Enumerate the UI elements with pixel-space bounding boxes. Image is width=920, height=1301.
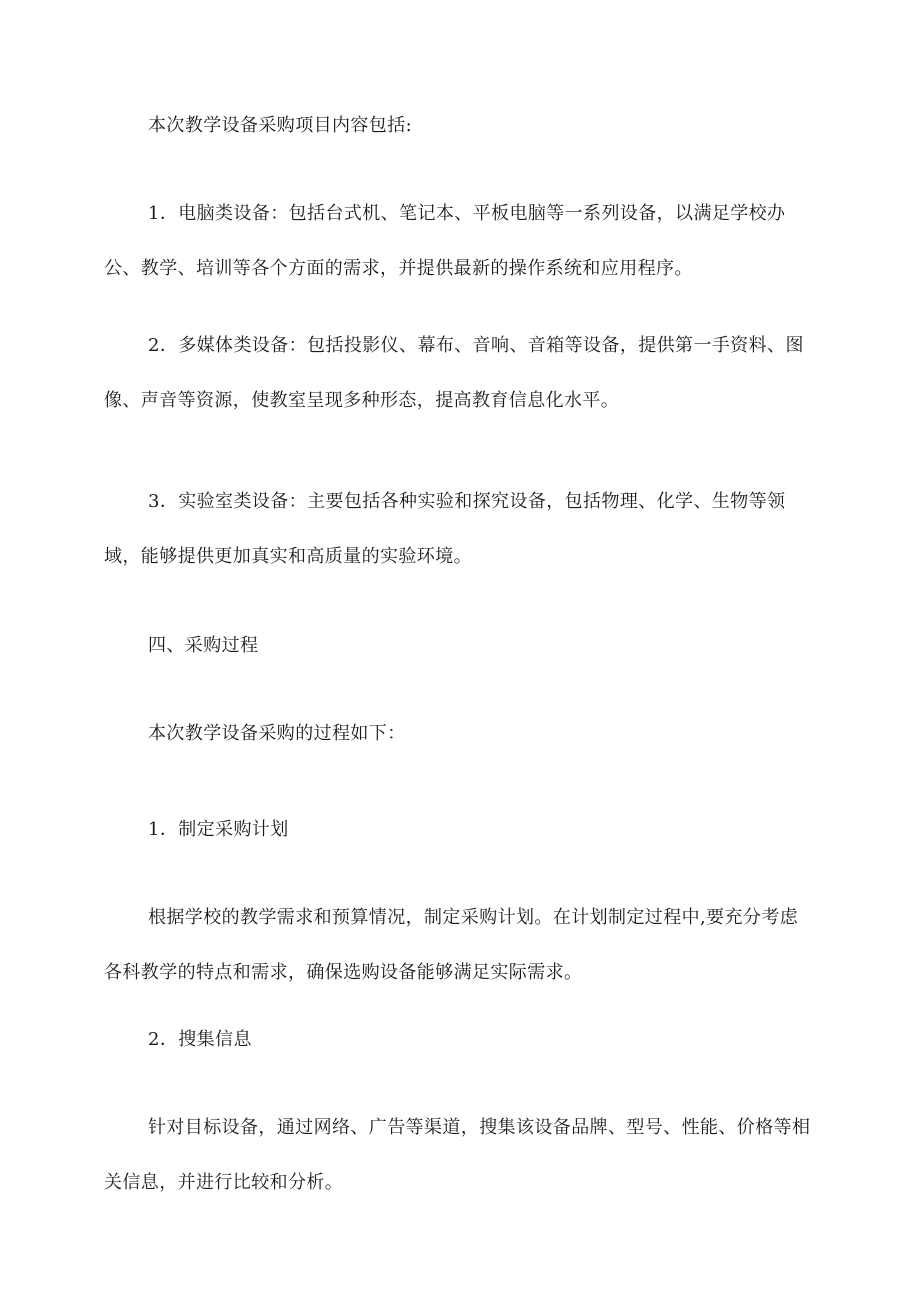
intro-line: 本次教学设备采购项目内容包括: bbox=[148, 115, 413, 136]
paragraph-collect-info: 针对目标设备，通过网络、广告等渠道，搜集该设备品牌、型号、性能、价格等相关信息，并进行比较和分析。 bbox=[104, 1117, 811, 1193]
paragraph-multimedia-equipment: 2．多媒体类设备：包括投影仪、幕布、音响、音箱等设备，提供第一手资料、图像、声音等资源，使教室呈现多种形态，提高教育信息化水平。 bbox=[104, 335, 804, 411]
section-heading-procurement-process: 四、采购过程 bbox=[148, 635, 259, 656]
paragraph-lab-equipment: 3．实验室类设备：主要包括各种实验和探究设备，包括物理、化学、生物等领域，能够提供更加真实和高质量的实验环境。 bbox=[104, 491, 786, 567]
paragraph-computer-equipment: 1．电脑类设备：包括台式机、笔记本、平板电脑等一系列设备，以满足学校办公、教学、培训等各个方面的需求，并提供最新的操作系统和应用程序。 bbox=[104, 203, 786, 279]
step-heading-collect-info: 2．搜集信息 bbox=[148, 1029, 252, 1050]
process-intro-line: 本次教学设备采购的过程如下： bbox=[148, 723, 406, 744]
paragraph-plan: 根据学校的教学需求和预算情况，制定采购计划。在计划制定过程中,要充分考虑各科教学的特点和需求，确保选购设备能够满足实际需求。 bbox=[104, 907, 799, 983]
step-heading-plan: 1．制定采购计划 bbox=[148, 819, 289, 840]
